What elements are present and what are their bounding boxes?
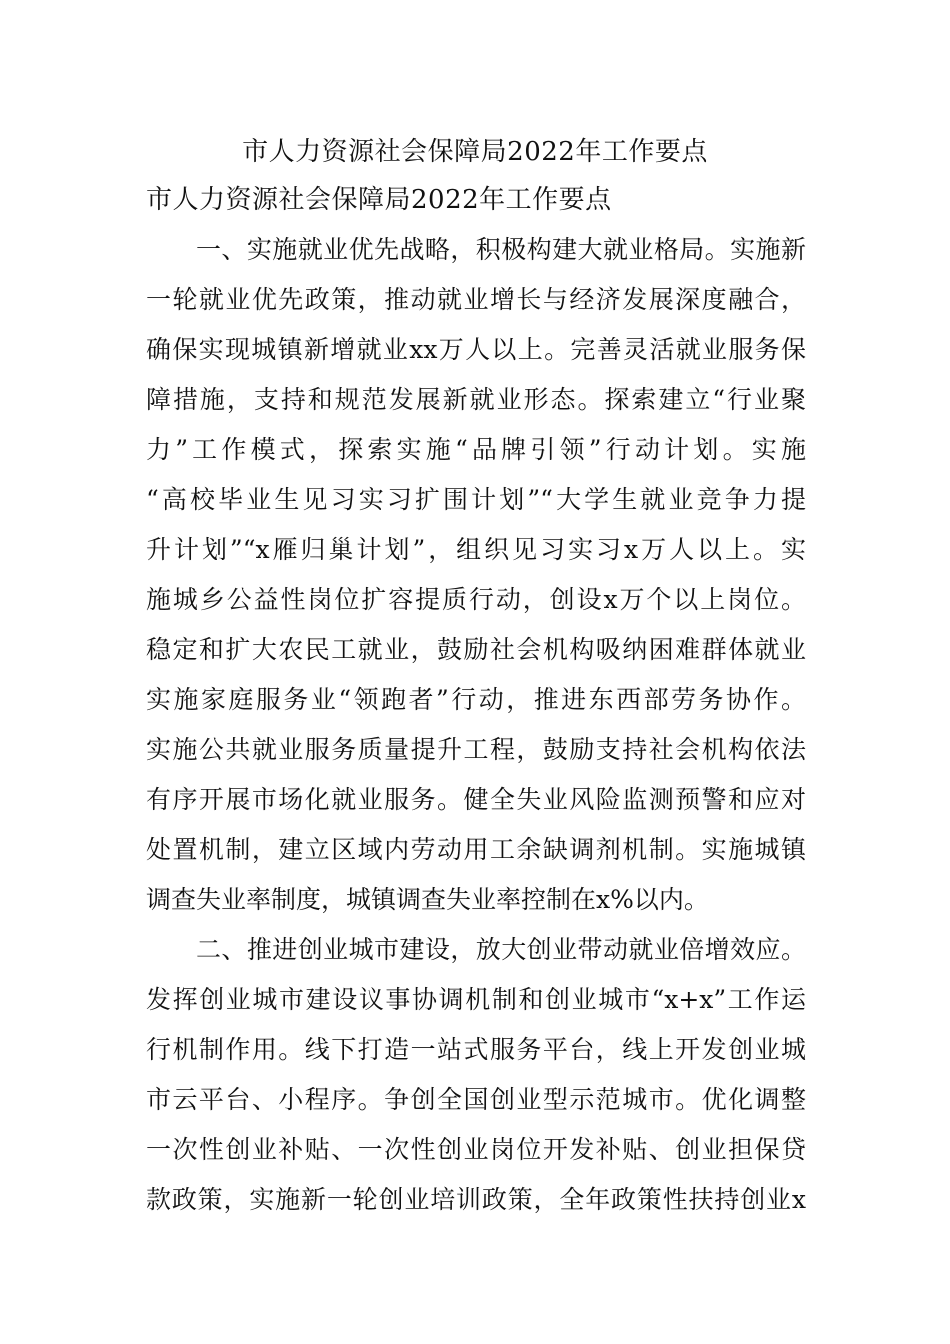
paragraph-line: 处置机制，建立区域内劳动用工余缺调剂机制。实施城镇 — [146, 835, 806, 864]
paragraph-line: 一、实施就业优先战略，积极构建大就业格局。实施新 — [196, 235, 806, 264]
paragraph-line: 有序开展市场化就业服务。健全失业风险监测预警和应对 — [146, 785, 806, 814]
paragraph-line: 障措施，支持和规范发展新就业形态。探索建立“行业聚 — [146, 385, 806, 414]
document-title: 市人力资源社会保障局2022年工作要点 — [242, 137, 708, 167]
paragraph-line: 发挥创业城市建设议事协调机制和创业城市“x+x”工作运 — [146, 985, 806, 1014]
paragraph-line: 力”工作模式，探索实施“品牌引领”行动计划。实施 — [146, 435, 806, 464]
paragraph-line: 确保实现城镇新增就业xx万人以上。完善灵活就业服务保 — [146, 335, 806, 364]
paragraph-line: 实施家庭服务业“领跑者”行动，推进东西部劳务协作。 — [146, 685, 806, 714]
paragraph-line: 稳定和扩大农民工就业，鼓励社会机构吸纳困难群体就业 — [146, 635, 806, 664]
paragraph-line: 一次性创业补贴、一次性创业岗位开发补贴、创业担保贷 — [146, 1135, 806, 1164]
paragraph-line: 施城乡公益性岗位扩容提质行动，创设x万个以上岗位。 — [146, 585, 806, 614]
paragraph-line: 实施公共就业服务质量提升工程，鼓励支持社会机构依法 — [146, 735, 806, 764]
paragraph-line: 一轮就业优先政策，推动就业增长与经济发展深度融合， — [146, 285, 806, 314]
paragraph-line: 市云平台、小程序。争创全国创业型示范城市。优化调整 — [146, 1085, 806, 1114]
paragraph-line: 二、推进创业城市建设，放大创业带动就业倍增效应。 — [196, 935, 806, 964]
paragraph-line: 升计划”“x雁归巢计划”，组织见习实习x万人以上。实 — [146, 535, 806, 564]
paragraph-line: 款政策，实施新一轮创业培训政策，全年政策性扶持创业x — [146, 1185, 806, 1214]
paragraph-line: “高校毕业生见习实习扩围计划”“大学生就业竞争力提 — [146, 485, 806, 514]
paragraph-line: 行机制作用。线下打造一站式服务平台，线上开发创业城 — [146, 1035, 806, 1064]
document-subtitle: 市人力资源社会保障局2022年工作要点 — [146, 185, 612, 215]
paragraph-line: 调查失业率制度，城镇调查失业率控制在x%以内。 — [146, 885, 709, 914]
